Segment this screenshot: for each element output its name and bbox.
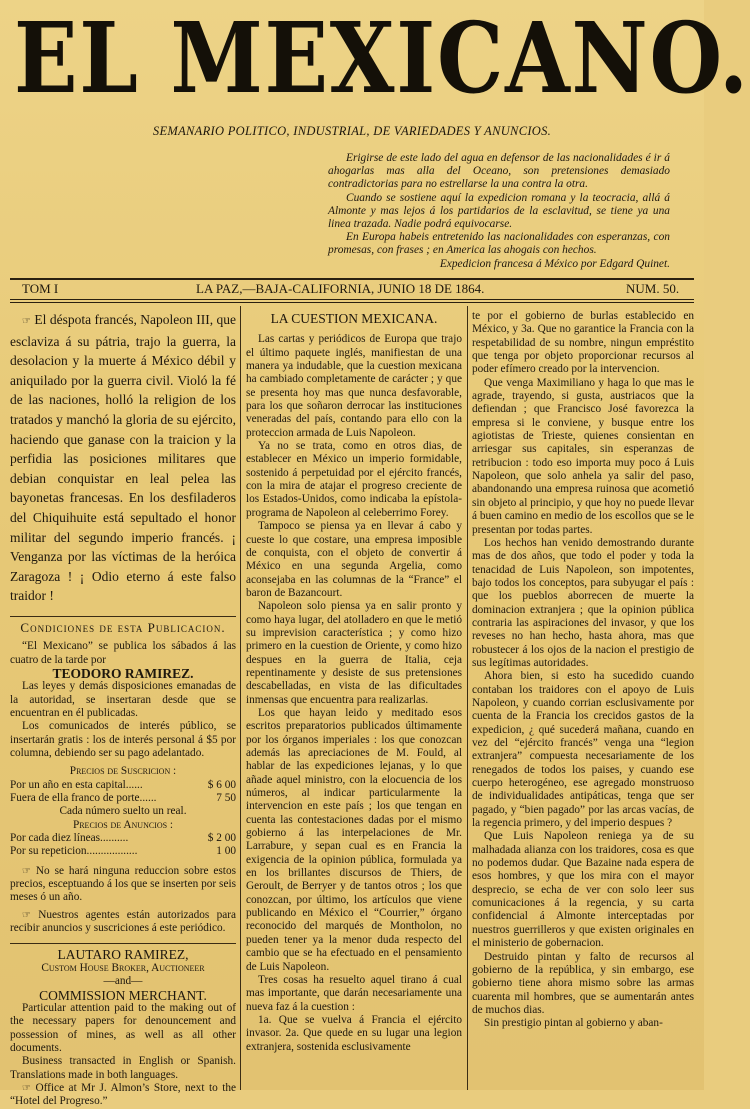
article-heading: LA CUESTION MEXICANA. (270, 311, 438, 326)
left-column (10, 310, 237, 1108)
column-divider (467, 306, 468, 1090)
ads-label: Por cada diez líneas.......... (10, 832, 129, 845)
subscription-row (10, 779, 236, 792)
article-paragraph: Las cartas y periódicos de Europa que trajo el último paquete inglés, manifiestan de una manera ya indudable, que la cuestion mexicana ha cambiado completamente de carácter ; y que se presenta hoy mas que nunca desfavorable, para los que soñaron derrocar las instituciones veneradas del país, contando para ello con la proteccion armada de Luis Napoleon. (246, 333, 462, 439)
dateline-bottom-rule (10, 299, 694, 300)
pointing-hand-icon: ☞ (22, 1082, 31, 1094)
pointing-hand-icon: ☞ (22, 909, 31, 921)
conditions-title: Condiciones de esta Publicacion. (20, 619, 226, 635)
ad-merchant: COMMISSION MERCHANT. (39, 987, 207, 1003)
epigraph-paragraph: En Europa habeis entretenido las nacionalidades con esperanzas, con promesas, con frases ; en America las ahogais con hechos. (328, 231, 670, 257)
notice-paragraph (10, 865, 236, 905)
ads-title: Precios de Anuncios : (72, 818, 174, 831)
masthead-title: EL MEXICANO. (14, 1, 750, 115)
ads-price: 1 00 (216, 845, 236, 858)
article-paragraph: Ahora bien, si esto ha sucedido cuando contaban los traidores con el apoyo de Luis Napoleon, y cuando corrian esclusivamente por cuenta de la Francia los crecidos gastos de la expedicion, ¿ qué sucederá mañana, cuando en vez del “ejército francés” venga una “legion extranjera” compuesta necesariamente de los renegados de todos los paises, y cuando ese cuerpo heterogéneo, ese agregado monstruoso de individualidades antipáticas, tenga que ser pagado, y “bien pagado” por las arcas vacías, de la regencia primero, y del imperio despues ? (472, 670, 694, 830)
pointing-hand-icon: ☞ (22, 865, 31, 877)
article-paragraph: Los que hayan leido y meditado esos escritos preparatorios publicados últimamente por los órganos imperiales : los que conozcan además las apreciaciones de M. Fould, al hablar de las expediciones lejanas, y lo que añade aquel ministro, con la elocuencia de los números, al indicar particularmente la intervencion en este país ; los que tengan en cuenta las contestaciones dadas por el mismo gobierno á las interpelaciones de Mr. Larrabure, y sepan cual es en Francia la exigencia de la opinion pública, formulada ya en los brillantes discursos de Thiers, de Geroult, de Berryer y de tantos otros ; los que conozcan, por último, los artículos que viene publicando en México el “Courrier,” órgano reconocido del marqués de Montholon, no pueden tener ya la menor duda respecto del cambio que se ha efectuado en el pensamiento de Luis Napoleon. (246, 706, 462, 973)
pointing-hand-icon: ☞ (22, 316, 31, 327)
issue-number: NUM. 50. (626, 281, 680, 296)
ad-and: —and— (103, 975, 143, 988)
ads-row (10, 845, 236, 858)
subscription-price: $ 6 00 (207, 778, 236, 791)
ad-paragraph: Particular attention paid to the making out of the necessary papers for denouncement and possession of mines, as well as all other documents. (10, 1001, 236, 1054)
epigraph-paragraph: Erigirse de este lado del agua en defensor de las nacionalidades é ir á ahogarlas mas alla del Oceano, son pretensiones demasiado contradictorias para no estrellarse la una contra la otra. (328, 152, 670, 191)
ad-text: Office at Mr J. Almon’s Store, next to the “Hotel del Progreso.” (10, 1081, 236, 1108)
article-paragraph: 1a. Que se vuelva á Francia el ejército invasor. 2a. Que quede en su lugar una legion extranjera, sostenida esclusivamente (246, 1013, 462, 1053)
right-column (472, 310, 694, 1090)
conditions-paragraph: Las leyes y demás disposiciones emanadas de la autoridad, se insertaran desde que se encuentran en él publicadas. (10, 680, 236, 719)
article-paragraph: Sin prestigio pintan al gobierno y aban- (484, 1017, 663, 1030)
dateline-bottom-rule-2 (10, 302, 694, 303)
section-divider (10, 943, 236, 944)
lead-paragraph (10, 310, 236, 606)
notice-text: No se hará ninguna reduccion sobre estos precios, esceptuando á los que se inserten por seis meses ó un año. (10, 864, 236, 904)
subscription-label: Fuera de ella franco de porte...... (10, 792, 157, 805)
article-paragraph: Que venga Maximiliano y haga lo que mas le agrade, trayendo, si gusta, austriacos que la defiendan ; que Francisco José favorezca la empresa si le conviene, y busque entre los agiotistas de Trieste, quienes consientan en arriesgar sus capitales, sin esperanzas de retribucion : todo eso importa muy poco á Luis Napoleon, que solo anhela ya salir del paso, abandonando una empresa ruinosa que acometió sin objeto al principio, y que hoy no puede llevar á buen camino en medio de los escollos que se le presentan por todas partes. (472, 376, 694, 536)
ad-paragraph: Business transacted in English or Spanish. Translations made in both languages. (10, 1055, 236, 1081)
ads-row (10, 832, 236, 845)
editor-name: TEODORO RAMIREZ. (52, 665, 194, 681)
ad-name: LAUTARO RAMIREZ, (57, 947, 189, 963)
section-divider (10, 616, 236, 617)
volume-label: TOM I (22, 281, 59, 296)
article-paragraph: Tampoco se piensa ya en llevar á cabo y cueste lo que costare, una empresa imposible de conquista, con el objeto de convertir á México en una segunda Argelia, como aconsejaba en las columnas de la “France” el baron de Bazancourt. (246, 520, 462, 599)
notice-text: Nuestros agentes están autorizados para recibir anuncios y suscriciones á este periódico. (10, 908, 237, 935)
ad-paragraph (10, 1082, 236, 1109)
middle-column (246, 310, 462, 1090)
subscription-title: Precios de Suscricion : (69, 765, 177, 778)
ad-role: Custom House Broker, Auctioneer (41, 961, 205, 974)
article-paragraph: Los hechos han venido demostrando durante mas de dos años, que todo el poder y toda la tenacidad de Luis Napoleon, son impotentes, bajo todos los conceptos, para subyugar el país : que los pueblos aborrecen de muerte la dominacion extranjera ; que la opinion pública contraria las aspiraciones del invasor, y que los reveses no han hecho, hasta ahora, mas que robustecer á los ojos de la nacion el prestigio de sus legítimas autoridades. (472, 536, 694, 669)
conditions-paragraph: “El Mexicano” se publica los sábados á las cuatro de la tarde por (10, 640, 236, 666)
epigraph-attribution: Expedicion francesa á México por Edgard Quinet. (439, 257, 670, 270)
article-paragraph: Ya no se trata, como en otros dias, de establecer en México un imperio formidable, sostenido á perpetuidad por el ejército francés, con la mira de atajar el progreso creciente de los Estados-Unidos, como indicaba la epístola-programa de Napoleon al celeberrimo Forey. (246, 440, 462, 519)
masthead-subtitle: SEMANARIO POLITICO, INDUSTRIAL, DE VARIEDADES Y ANUNCIOS. (152, 124, 552, 138)
subscription-price: 7 50 (216, 792, 236, 805)
column-divider (240, 306, 241, 1090)
dateline-top-rule (10, 278, 694, 280)
notice-paragraph (10, 909, 236, 936)
subscription-label: Por un año en esta capital...... (10, 778, 143, 791)
dateline (14, 281, 690, 299)
subscription-row (10, 792, 236, 805)
article-paragraph: Que Luis Napoleon reniega ya de su malhadada alianza con los traidores, cosa es que no podemos dudar. Que Bazaine nada espera de esos hombres, y que los mira con el mayor desprecio, se echa de ver con solo leer sus comunicaciones á la regencia, y su carta confidencial á Almonte interceptadas por nuestros guerrilleros y que existen originales en el ministerio de gobernacion. (472, 830, 694, 950)
place-date: LA PAZ,—BAJA-CALIFORNIA, JUNIO 18 DE 1864. (196, 281, 485, 296)
ads-label: Por su repeticion.................. (10, 845, 138, 858)
epigraph-paragraph: Cuando se sostiene aquí la expedicion romana y la teocracia, allá á Almonte y mas lejos á los partidarios de la esclavitud, se tiene ya una linea trazada. Nadie podrá equivocarse. (328, 191, 670, 231)
single-issue-price: Cada número suelto un real. (59, 805, 187, 818)
article-paragraph: Destruido pintan y falto de recursos al gobierno de la república, y sin embargo, ese gobierno tiene ahora mismo sobre las armas cuarenta mil hombres, que se aumentarán antes de muchos dias. (472, 950, 694, 1016)
lead-text: El déspota francés, Napoleon III, que esclaviza á su pátria, trajo la guerra, la desolacion y la muerte á México débil y aniquilado por la guerra civil. Violó la fé de las naciones, holló la religion de los tratados y manchó la gloria de su ejército, haciendo que ganase con la traicion y la perfidia las posiciones militares que debian conquistar en leal pelea las bayonetas francesas. En los desfiladeros del Chiquihuite está sepultado el honor militar del segundo imperio francés. ¡ Venganza por las víctimas de la heróica Zaragoza ! ¡ Odio eterno á este falso traidor ! (10, 312, 236, 604)
ads-price: $ 2 00 (207, 832, 236, 845)
conditions-paragraph: Los comunicados de interés público, se insertarán gratis : los de interés personal á $5 por columna, debiendo ser su pago adelantado. (10, 720, 236, 759)
article-paragraph: te por el gobierno de burlas establecido en México, y 3a. Que no garantice la Francia con la respetabilidad de su nombre, ningun empréstito que tenga por objeto proporcionar recursos al poder efímero creado por la intervencion. (472, 310, 694, 376)
article-paragraph: Tres cosas ha resuelto aquel tirano á cual mas importante, que darán necesariamente una nueva faz á la cuestion : (246, 973, 462, 1013)
masthead (0, 0, 750, 126)
epigraph (328, 152, 670, 271)
article-paragraph: Napoleon solo piensa ya en salir pronto y como haya lugar, del atolladero en que le metió su imprevision característica ; y como hizo primero en la cuestion de Oriente, y como hizo despues en la guerra de Italia, ceja repentinamente y desiste de sus pretensiones descabelladas, en vista de las dificultades inmensas que encuentra para realizarlas. (246, 600, 462, 706)
